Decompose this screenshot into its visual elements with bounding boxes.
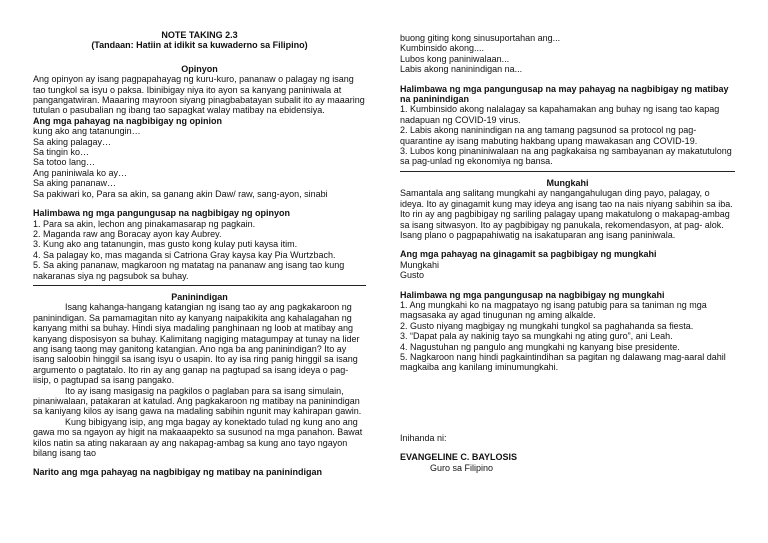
list-item: Gusto <box>400 270 425 281</box>
list-item: 1. Para sa akin, lechon ang pinakamasarap ng pagkain. <box>33 218 256 229</box>
page-title: NOTE TAKING 2.3 <box>161 30 238 40</box>
list-item: Kumbinsido akong.... <box>400 43 485 54</box>
opinyon-expressions-list <box>33 126 366 199</box>
opinyon-examples-list <box>33 219 366 281</box>
list-item: Sa totoo lang… <box>33 157 96 168</box>
list-item: Sa aking pananaw… <box>33 178 117 189</box>
list-item: 2. Gusto niyang magbigay ng mungkahi tungkol sa paghahanda sa fiesta. <box>400 320 694 331</box>
opinyon-definition: Ang opinyon ay isang pagpapahayag ng kuru-kuro, pananaw o palagay ng isang tao tungkol sa isyu o paksa. Ibinibigay niya ito ayon sa kanyang paniniwala at pangangatwiran. Maaaring mayroon siyang pinagbabatayan subalit ito ay maaaring tutulan o pasubalian ng ibang tao sapagkat walay matibay na ebidensiya. <box>33 74 365 116</box>
mungkahi-expressions-list <box>400 260 735 281</box>
paninindigan-examples-list <box>400 104 735 166</box>
preparer-name: EVANGELINE C. BAYLOSIS <box>400 452 518 463</box>
list-item: 1. Ang mungkahi ko na magpatayo ng isang patubig para sa taniman ng mga magsasaka ay agad tinugunan ng aming alkalde. <box>400 299 707 321</box>
page-subtitle: (Tandaan: Hatiin at idikit sa kuwaderno sa Filipino) <box>91 40 308 51</box>
opinyon-examples-heading: Halimbawa ng mga pangungusap na nagbibigay ng opinyon <box>33 208 291 219</box>
list-item: Sa pakiwari ko, Para sa akin, sa ganang akin Daw/ raw, sang-ayon, sinabi <box>33 188 328 199</box>
list-item: 2. Maganda raw ang Boracay ayon kay Aubrey. <box>33 228 222 239</box>
list-item: kung ako ang tatanungin… <box>33 126 141 137</box>
opinyon-heading: Opinyon <box>181 63 218 74</box>
mungkahi-definition: Samantala ang salitang mungkahi ay nangangahulugan ding payo, palagay, o ideya. Ito ay ginagamit kung may ideya ang isang tao na nais niyang sabihin sa iba. Ito rin ay ang pagbibigay ng sariling palagay upang makatulong o makapag-ambag sa isang sitwasyon. Ito ay pagbibigay ng panukala, rekomendasyon, at pag- alok. Isang plano o pagpapahiwatig na isakatuparan ang isang paniniwala. <box>400 188 733 240</box>
paninindigan-paragraph: Ito ay isang masigasig na pagkilos o paglaban para sa isang simulain, pinaniwalaan, patakaran at katulad. Ang pagkakaroon ng matibay na paninindigan sa kaniyang kilos ay isang gawa na madaling sabihin ngunit may kahirapan gawin. <box>33 385 362 417</box>
list-item: Sa aking palagay… <box>33 136 112 147</box>
opinyon-expressions-heading: Ang mga pahayag na nagbibigay ng opinion <box>33 115 223 126</box>
paninindigan-paragraph: Isang kahanga-hangang katangian ng isang tao ay ang pagkakaroon ng paninindigan. Sa pamamagitan nito ay kanyang naipakikita ang kahalagahan ng kanyang mithi sa buhay. Hindi siya madaling panghinaan ng loob at matibay ang kanyang disposisyon sa buhay. Kalimitang nagiging matagumpay at tunay na lider ang isang taong may ganitong katangian. Ano nga ba ang paninindigan? Ito ay isang saloobin hinggil sa isang isyu o usapin. Ito ay isa ring panig hinggil sa isang argumento o pagtatalo. Ito rin ay ang ganap na pagtupad sa isang ideya o pag-iisip, o pagtupad sa isang pangako. <box>33 302 360 386</box>
section-divider <box>400 171 735 172</box>
mungkahi-examples-heading: Halimbawa ng mga pangungusap na nagbibigay ng mungkahi <box>400 289 665 300</box>
list-item: 3. Kung ako ang tatanungin, mas gusto kong kulay puti kaysa itim. <box>33 239 298 250</box>
right-column <box>400 33 735 473</box>
prepared-by-label: Inihanda ni: <box>400 432 447 443</box>
list-item: 1. Kumbinsido akong nalalagay sa kapahamakan ang buhay ng isang tao kapag nadapuan ng COVID-19 virus. <box>400 104 720 125</box>
paninindigan-expressions-list <box>400 33 735 75</box>
list-item: Mungkahi <box>400 259 440 270</box>
mungkahi-expressions-heading: Ang mga pahayag na ginagamit sa pagbibigay ng mungkahi <box>400 249 657 260</box>
list-item: 4. Nagustuhan ng pangulo ang mungkahi ng kanyang bise presidente. <box>400 341 680 352</box>
list-item: 3. Lubos kong pinaniniwalaan na ang pagkakaisa ng sambayanan ay makatutulong sa pag-unlad ng ekonomiya ng bansa. <box>400 146 732 167</box>
list-item: 5. Sa aking pananaw, magkaroon ng matatag na pananaw ang isang tao kung nakaranas siya ng pagsubok sa buhay. <box>33 260 345 281</box>
paninindigan-examples-heading: Halimbawa ng mga pangungusap na may pahayag na nagbibigay ng matibay na paninindigan <box>400 83 729 105</box>
list-item: buong giting kong sinusuportahan ang... <box>400 33 561 43</box>
paninindigan-heading: Paninindigan <box>171 291 228 302</box>
left-column <box>33 30 366 478</box>
paninindigan-expressions-heading: Narito ang mga pahayag na nagbibigay ng matibay na paninindigan <box>33 467 323 478</box>
list-item: 2. Labis akong naninindigan na ang tamang pagsunod sa protocol ng pag-quarantine ay isang mabuting hakbang upang mawakasan ang COVID-19. <box>400 125 698 146</box>
list-item: Lubos kong paniniwalaan... <box>400 53 510 64</box>
preparer-role: Guro sa Filipino <box>430 462 494 473</box>
mungkahi-examples-list <box>400 300 735 373</box>
list-item: 4. Sa palagay ko, mas maganda si Catriona Gray kaysa kay Pia Wurtzbach. <box>33 249 336 260</box>
paninindigan-paragraph: Kung bibigyang isip, ang mga bagay ay konektado tulad ng kung ano ang gawa mo sa ngayon ay higit na makaaapekto sa susunod na mga panahon. Bawat kilos natin sa ating nakaraan ay ang nakapag-ambag sa kung ano tayo ngayon bilang isang tao <box>33 416 363 459</box>
list-item: 3. “Dapat pala ay nakinig tayo sa mungkahi ng ating guro”, ani Leah. <box>400 331 673 342</box>
section-divider <box>33 285 366 286</box>
mungkahi-heading: Mungkahi <box>546 177 589 188</box>
list-item: Sa tingin ko… <box>33 147 90 158</box>
list-item: Ang paniniwala ko ay… <box>33 167 128 178</box>
list-item: 5. Nagkaroon nang hindi pagkaintindihan sa pagitan ng dalawang mag-aaral dahil magkaiba ang kanilang iminumungkahi. <box>400 351 726 373</box>
list-item: Labis akong naninindigan na... <box>400 64 523 75</box>
